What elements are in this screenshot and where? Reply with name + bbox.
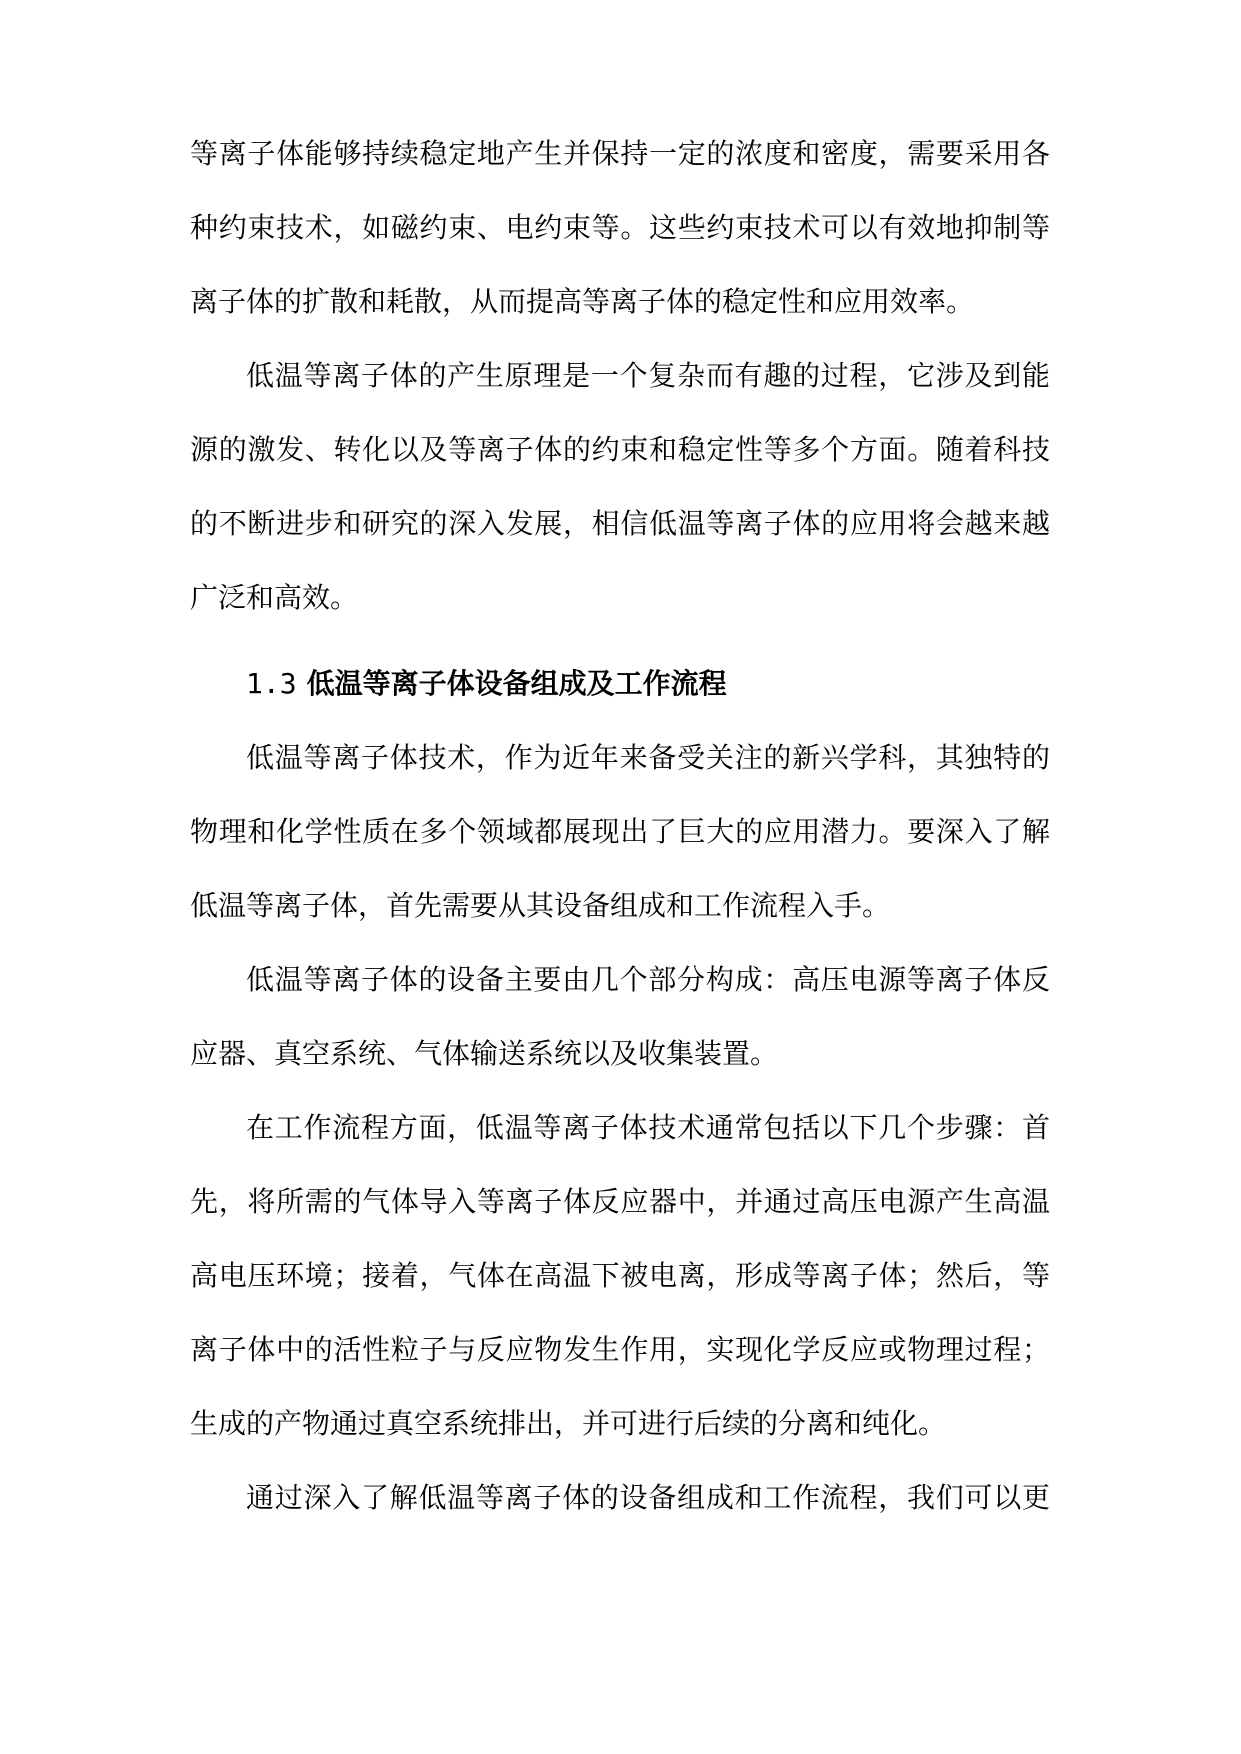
section-heading <box>246 654 727 714</box>
paragraph-2-line-3: 的不断进步和研究的深入发展，相信低温等离子体的应用将会越来越 <box>190 507 1050 540</box>
section-heading-number: 1.3 <box>246 667 297 700</box>
section-heading-title: 低温等离子体设备组成及工作流程 <box>306 667 727 700</box>
paragraph-5-line-4: 离子体中的活性粒子与反应物发生作用，实现化学反应或物理过程； <box>190 1333 1050 1366</box>
paragraph-1-line-2: 种约束技术，如磁约束、电约束等。这些约束技术可以有效地抑制等 <box>190 211 1050 244</box>
paragraph-5-line-3: 高电压环境；接着，气体在高温下被电离，形成等离子体；然后，等 <box>190 1259 1050 1292</box>
paragraph-3-line-1: 低温等离子体技术，作为近年来备受关注的新兴学科，其独特的 <box>246 741 1050 774</box>
paragraph-6-line-1: 通过深入了解低温等离子体的设备组成和工作流程，我们可以更 <box>246 1481 1050 1514</box>
paragraph-2-line-1: 低温等离子体的产生原理是一个复杂而有趣的过程，它涉及到能 <box>246 359 1050 392</box>
paragraph-1-line-3: 离子体的扩散和耗散，从而提高等离子体的稳定性和应用效率。 <box>190 285 975 318</box>
paragraph-2-line-4: 广泛和高效。 <box>190 581 359 614</box>
paragraph-4-line-2: 应器、真空系统、气体输送系统以及收集装置。 <box>190 1037 779 1070</box>
paragraph-5-line-1: 在工作流程方面，低温等离子体技术通常包括以下几个步骤：首 <box>246 1111 1050 1144</box>
paragraph-3-line-3: 低温等离子体，首先需要从其设备组成和工作流程入手。 <box>190 889 891 922</box>
paragraph-5-line-2: 先，将所需的气体导入等离子体反应器中，并通过高压电源产生高温 <box>190 1185 1050 1218</box>
paragraph-1-line-1: 等离子体能够持续稳定地产生并保持一定的浓度和密度，需要采用各 <box>190 137 1050 170</box>
paragraph-3-line-2: 物理和化学性质在多个领域都展现出了巨大的应用潜力。要深入了解 <box>190 815 1050 848</box>
paragraph-2-line-2: 源的激发、转化以及等离子体的约束和稳定性等多个方面。随着科技 <box>190 433 1050 466</box>
paragraph-4-line-1: 低温等离子体的设备主要由几个部分构成：高压电源等离子体反 <box>246 963 1050 996</box>
paragraph-5-line-5: 生成的产物通过真空系统排出，并可进行后续的分离和纯化。 <box>190 1407 947 1440</box>
